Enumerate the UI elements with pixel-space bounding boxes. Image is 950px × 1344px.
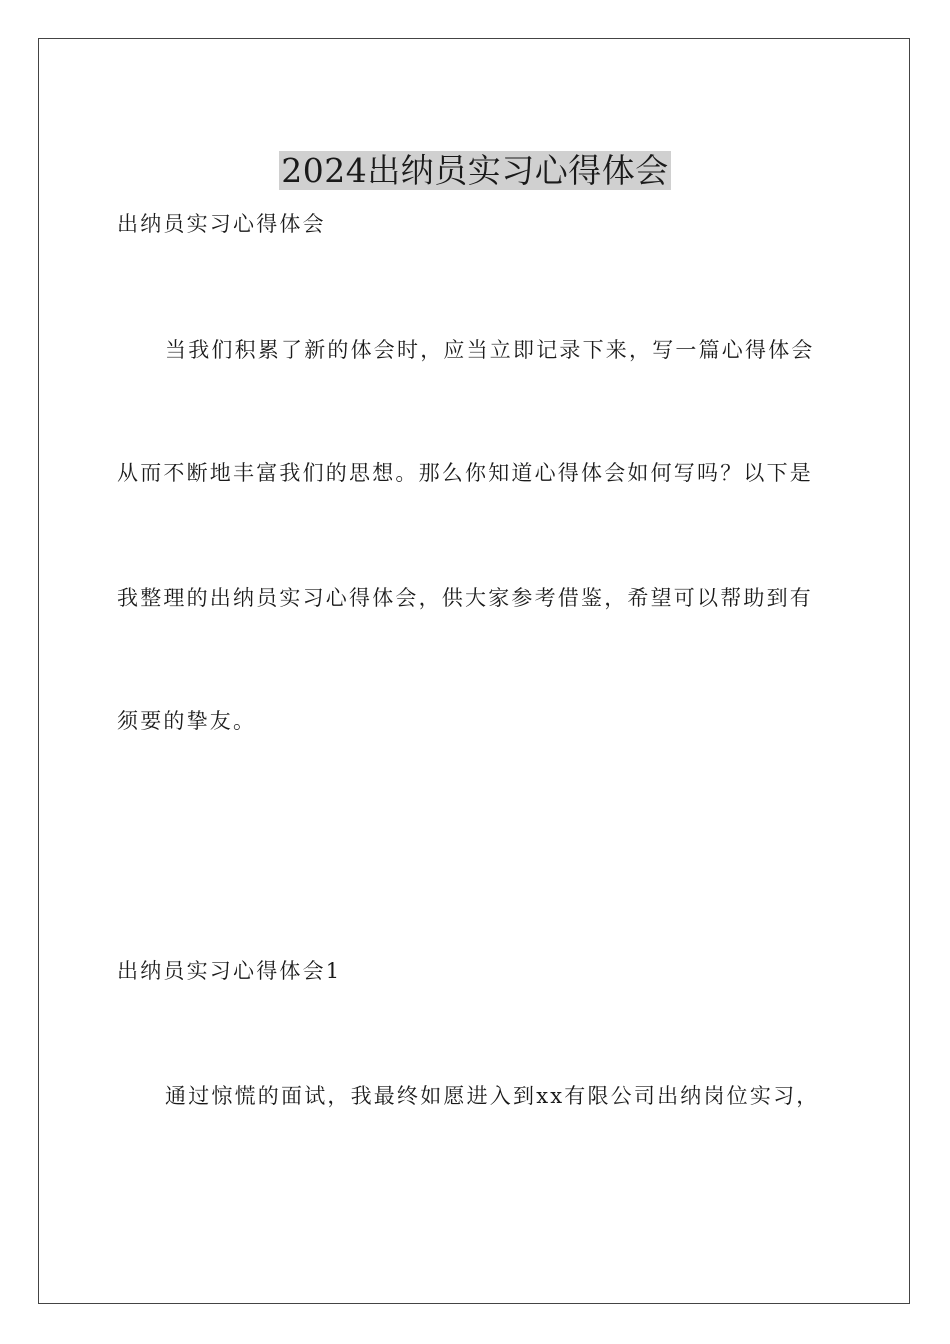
document-subtitle: 出纳员实习心得体会 — [117, 212, 326, 236]
intro-paragraph-line-2: 从而不断地丰富我们的思想。那么你知道心得体会如何写吗？以下是 — [117, 461, 813, 485]
document-title — [0, 149, 950, 193]
intro-paragraph-line-3: 我整理的出纳员实习心得体会，供大家参考借鉴，希望可以帮助到有 — [117, 586, 813, 610]
intro-paragraph-line-1: 当我们积累了新的体会时，应当立即记录下来，写一篇心得体会 — [165, 338, 815, 362]
document-title-text: 2024出纳员实习心得体会 — [281, 151, 669, 191]
section-heading: 出纳员实习心得体会1 — [117, 959, 342, 983]
intro-paragraph-line-4: 须要的挚友。 — [117, 709, 257, 733]
section-paragraph-line-1: 通过惊慌的面试，我最终如愿进入到xx有限公司出纳岗位实习， — [165, 1084, 820, 1108]
